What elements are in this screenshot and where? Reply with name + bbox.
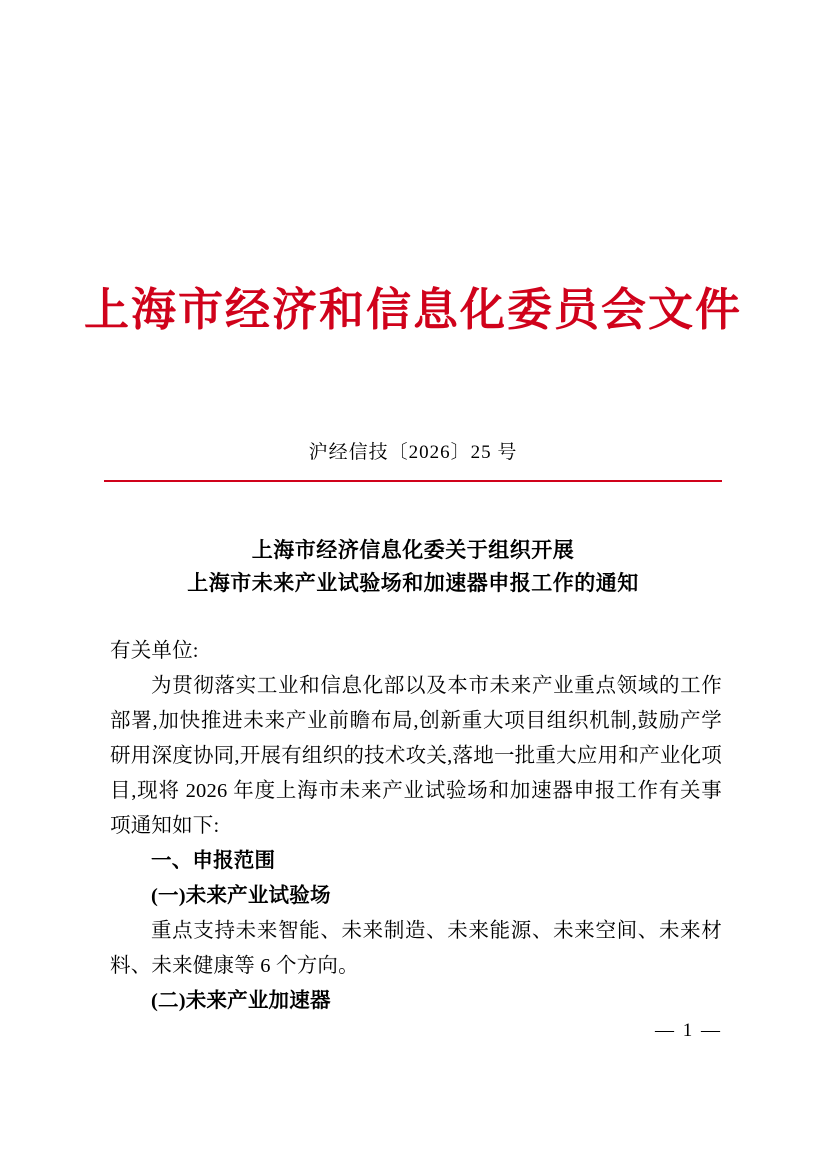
document-title-line-2: 上海市未来产业试验场和加速器申报工作的通知: [187, 570, 639, 595]
body-paragraph-1: 为贯彻落实工业和信息化部以及本市未来产业重点领域的工作部署,加快推进未来产业前瞻布局,创新重大项目组织机制,鼓励产学研用深度协同,开展有组织的技术攻关,落地一批重大应用和产业化项目,现将 2026 年度上海市未来产业试验场和加速器申报工作有关事项通知如下:: [110, 675, 722, 837]
masthead: [0, 286, 826, 336]
document-body: [110, 634, 722, 1019]
body-heading-1: 一、申报范围: [151, 850, 276, 872]
body-heading-2: (一)未来产业试验场: [151, 885, 331, 907]
document-number: 沪经信技〔2026〕25 号: [308, 442, 518, 463]
salutation: 有关单位:: [110, 640, 199, 662]
body-paragraph-2: 重点支持未来智能、未来制造、未来能源、未来空间、未来材料、未来健康等 6 个方向。: [110, 920, 722, 977]
document-title-line-1: 上海市经济信息化委关于组织开展: [251, 538, 575, 562]
page-number: — 1 —: [655, 1020, 722, 1041]
masthead-title: 上海市经济和信息化委员会文件: [83, 285, 742, 335]
red-divider-rule: [104, 480, 722, 482]
document-title: [113, 534, 713, 599]
body-heading-3: (二)未来产业加速器: [151, 990, 331, 1012]
